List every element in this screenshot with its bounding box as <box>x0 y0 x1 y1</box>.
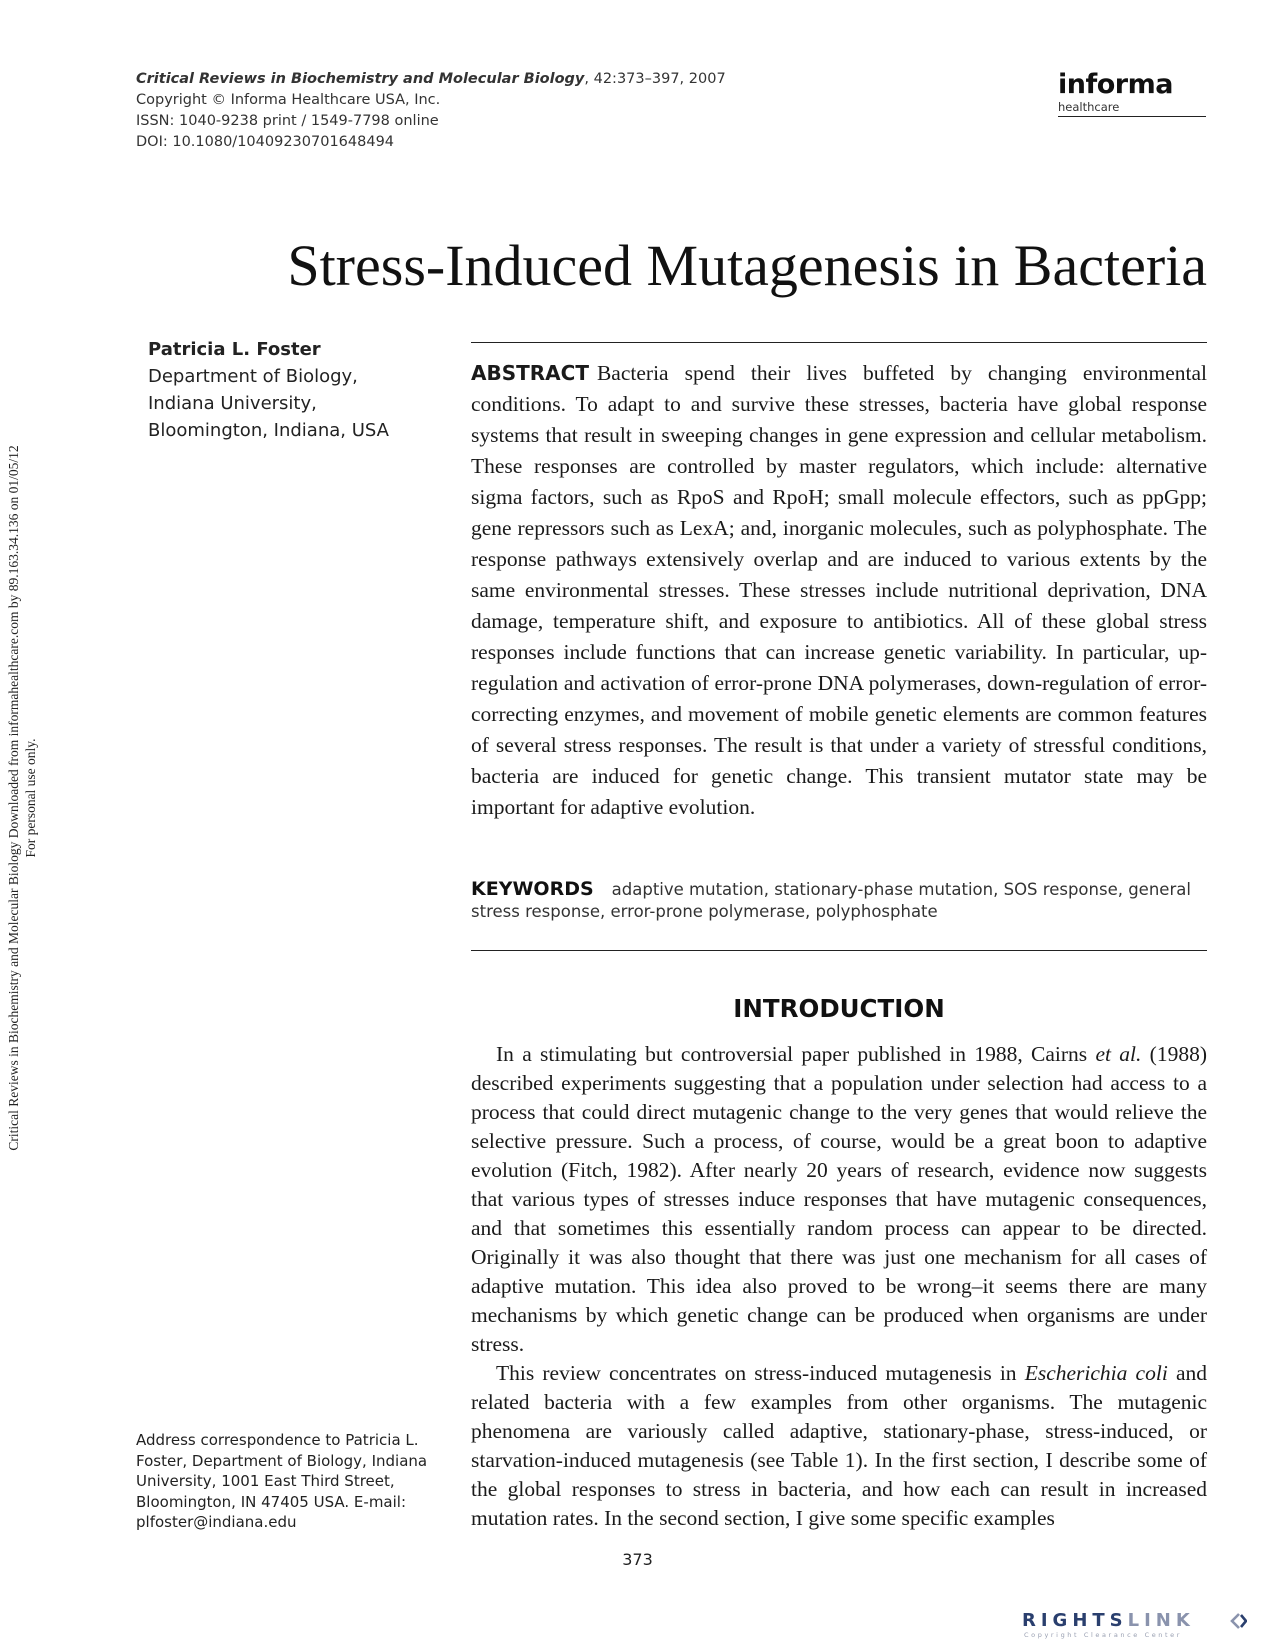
intro-paragraph-1 <box>471 1040 1207 1359</box>
journal-issn: ISSN: 1040-9238 print / 1549-7798 online <box>136 113 439 129</box>
publisher-sub: healthcare <box>1058 100 1120 114</box>
keywords <box>471 878 1207 923</box>
journal-header <box>136 69 726 153</box>
author-affiliation-line: Bloomington, Indiana, USA <box>148 420 389 441</box>
intro-p2-before: This review concentrates on stress-induced mutagenesis in <box>496 1361 1025 1385</box>
author-name: Patricia L. Foster <box>148 339 321 360</box>
intro-p2-after: and related bacteria with a few examples from other organisms. The mutagenic phenomena are variously called adaptive, stationary-phase, stress-induced, or starvation-induced mutagenesis (see Table 1). In the first section, I describe some of the global responses to stress in bacteria, and how each can result in increased mutation rates. In the second section, I give some specific examples <box>471 1361 1208 1530</box>
paper-title: Stress-Induced Mutagenesis in Bacteria <box>287 233 1207 298</box>
abstract-text: Bacteria spend their lives buffeted by changing environmental conditions. To adapt to and survive these stresses, bacteria have global response systems that result in sweeping changes in gene expression and cellular metabolism. These responses are controlled by master regulators, which include: alternative sigma factors, such as RpoS and RpoH; small molecule effectors, such as ppGpp; gene repressors such as LexA; and, inorganic molecules, such as polyphosphate. The response pathways extensively overlap and are induced to various extents by the same environmental stresses. These stresses include nutritional deprivation, DNA damage, temperature shift, and exposure to antibiotics. All of these global stress responses include functions that can increase genetic variability. In particular, up-regulation and activation of error-prone DNA polymerases, down-regulation of error-correcting enzymes, and movement of mobile genetic elements are common features of several stress responses. The result is that under a variety of stressful conditions, bacteria are induced for genetic change. This transient mutator state may be important for adaptive evolution. <box>471 361 1207 819</box>
keywords-text: adaptive mutation, stationary-phase mutation, SOS response, general stress response, error-prone polymerase, polyphosphate <box>471 880 1191 921</box>
download-watermark-line1: Critical Reviews in Biochemistry and Molecular Biology Downloaded from informahealthcare.com by 89.163.34.136 on 01/05/12 <box>6 445 21 1151</box>
abstract-label: ABSTRACT <box>471 361 589 385</box>
rightslink-tagline: Copyright Clearance Center <box>1024 1631 1183 1639</box>
download-watermark-text <box>5 445 39 1150</box>
publisher-logo <box>1058 70 1206 117</box>
journal-doi: DOI: 10.1080/10409230701648494 <box>136 134 395 150</box>
intro-p2-species: Escherichia coli <box>1024 1361 1168 1385</box>
arrow-icon <box>1229 1612 1247 1630</box>
rightslink-brand-b: LINK <box>1127 1610 1195 1631</box>
author-affiliation-line: Department of Biology, <box>148 366 358 387</box>
rightslink-brand-a: RIGHTS <box>1022 1610 1128 1631</box>
page-number: 373 <box>622 1550 653 1569</box>
abstract-bottom-rule <box>471 950 1207 951</box>
intro-p1-before: In a stimulating but controversial paper published in 1988, Cairns <box>496 1042 1096 1066</box>
journal-title: Critical Reviews in Biochemistry and Molecular Biology <box>136 71 585 87</box>
abstract <box>471 358 1207 823</box>
abstract-top-rule <box>471 342 1207 343</box>
intro-p1-etal: et al. <box>1095 1042 1142 1066</box>
section-heading: INTRODUCTION <box>733 994 945 1023</box>
journal-citation: , 42:373–397, 2007 <box>584 71 726 87</box>
intro-paragraph-2 <box>471 1359 1207 1533</box>
author-block <box>148 336 389 444</box>
publisher-name: informa <box>1058 69 1173 100</box>
author-affiliation-line: Indiana University, <box>148 393 317 414</box>
journal-citation-line <box>136 69 726 90</box>
rightslink-wordmark <box>1022 1611 1195 1631</box>
rightslink-logo[interactable] <box>1022 1611 1252 1639</box>
journal-copyright: Copyright © Informa Healthcare USA, Inc. <box>136 92 441 108</box>
intro-p1-after: (1988) described experiments suggesting that a population under selection had access to a process that could direct mutagenic change to the very genes that would relieve the selective pressure. Such a process, of course, would be a great boon to adaptive evolution (Fitch, 1982). After nearly 20 years of research, evidence now suggests that various types of stresses induce responses that have mutagenic consequences, and that sometimes this essentially random process can appear to be directed. Originally it was also thought that there was just one mechanism for all cases of adaptive mutation. This idea also proved to be wrong–it seems there are many mechanisms by which genetic change can be produced when organisms are under stress. <box>471 1042 1207 1356</box>
download-watermark-line2: For personal use only. <box>23 738 38 858</box>
correspondence-note: Address correspondence to Patricia L. Foster, Department of Biology, Indiana University, 1001 East Third Street, Bloomington, IN 47405 USA. E-mail: plfoster@indiana.edu <box>136 1431 428 1531</box>
body-text <box>471 1040 1207 1533</box>
keywords-label: KEYWORDS <box>471 878 594 900</box>
